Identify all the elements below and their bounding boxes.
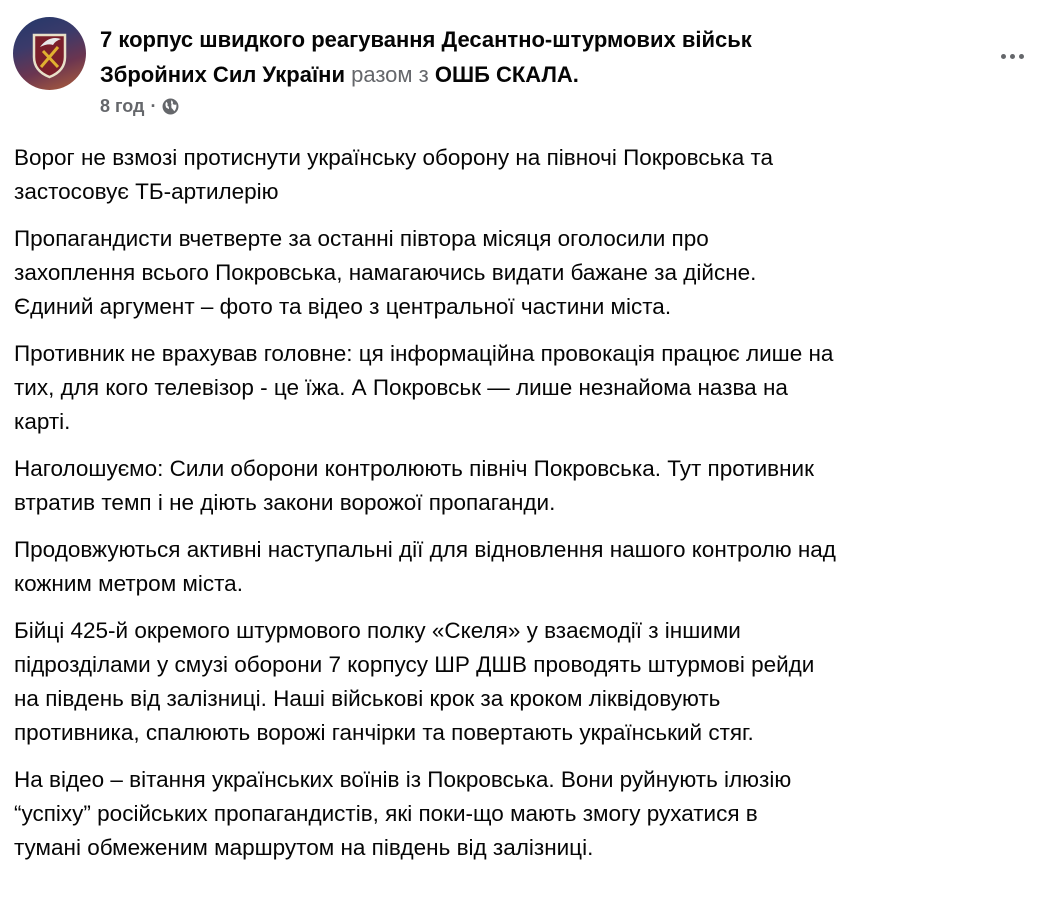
paragraph-line: На відео – вітання українських воїнів із Покровська. Вони руйнують ілюзію — [14, 767, 792, 792]
post-paragraph — [14, 141, 1044, 209]
paragraph-line: Наголошуємо: Сили оборони контролюють північ Покровська. Тут противник — [14, 456, 814, 481]
paragraph-line: застосовує ТБ-артилерію — [14, 179, 279, 204]
post-paragraph — [14, 763, 1044, 865]
separator: · — [150, 96, 157, 116]
paragraph-line: Противник не врахував головне: ця інформаційна провокація працює лише на — [14, 341, 834, 366]
paragraph-line: на південь від залізниці. Наші військові крок за кроком ліквідовують — [14, 686, 721, 711]
post-meta — [100, 96, 179, 117]
paragraph-line: захоплення всього Покровська, намагаючись видати бажане за дійсне. — [14, 260, 757, 285]
more-options-icon — [1001, 54, 1006, 59]
paragraph-line: “успіху” російських пропагандистів, які поки-що мають змогу рухатися в — [14, 801, 758, 826]
period: . — [572, 62, 579, 87]
paragraph-line: Єдиний аргумент – фото та відео з центральної частини міста. — [14, 294, 672, 319]
author-line-1: 7 корпус швидкого реагування Десантно-штурмових військ — [100, 27, 752, 52]
paragraph-line: карті. — [14, 409, 71, 434]
paragraph-line: тумані обмеженим маршрутом на південь від залізниці. — [14, 835, 594, 860]
post-header — [100, 22, 980, 92]
paragraph-line: тих, для кого телевізор - це їжа. А Покровськ — лише незнайома назва на — [14, 375, 788, 400]
paragraph-line: Пропагандисти вчетверте за останні півтора місяця оголосили про — [14, 226, 709, 251]
more-options-button[interactable] — [994, 38, 1030, 74]
corps-emblem-icon — [13, 17, 86, 90]
more-options-icon-dot — [1019, 54, 1024, 59]
post-paragraph — [14, 337, 1044, 439]
page-avatar[interactable] — [13, 17, 86, 90]
post-paragraph — [14, 614, 1044, 750]
paragraph-line: Ворог не взмозі протиснути українську оборону на півночі Покровська та — [14, 145, 774, 170]
post-paragraph — [14, 452, 1044, 520]
paragraph-line: підрозділами у смузі оборони 7 корпусу ШР ДШВ проводять штурмові рейди — [14, 652, 815, 677]
timestamp-link[interactable]: 8 год — [100, 96, 145, 116]
post-paragraph — [14, 533, 1044, 601]
more-options-icon-dot — [1010, 54, 1015, 59]
globe-icon[interactable] — [162, 98, 179, 115]
coauthor-link[interactable]: ОШБ СКАЛА — [434, 62, 573, 87]
paragraph-line: втратив темп і не діють закони ворожої пропаганди. — [14, 490, 556, 515]
post-body — [14, 141, 1044, 878]
post-paragraph — [14, 222, 1044, 324]
with-text: разом з — [351, 62, 429, 87]
paragraph-line: кожним метром міста. — [14, 571, 243, 596]
paragraph-line: противника, спалюють ворожі ганчірки та повертають український стяг. — [14, 720, 754, 745]
paragraph-line: Бійці 425-й окремого штурмового полку «Скеля» у взаємодії з іншими — [14, 618, 741, 643]
paragraph-line: Продовжуються активні наступальні дії для відновлення нашого контролю над — [14, 537, 836, 562]
author-line-2: Збройних Сил України — [100, 62, 345, 87]
